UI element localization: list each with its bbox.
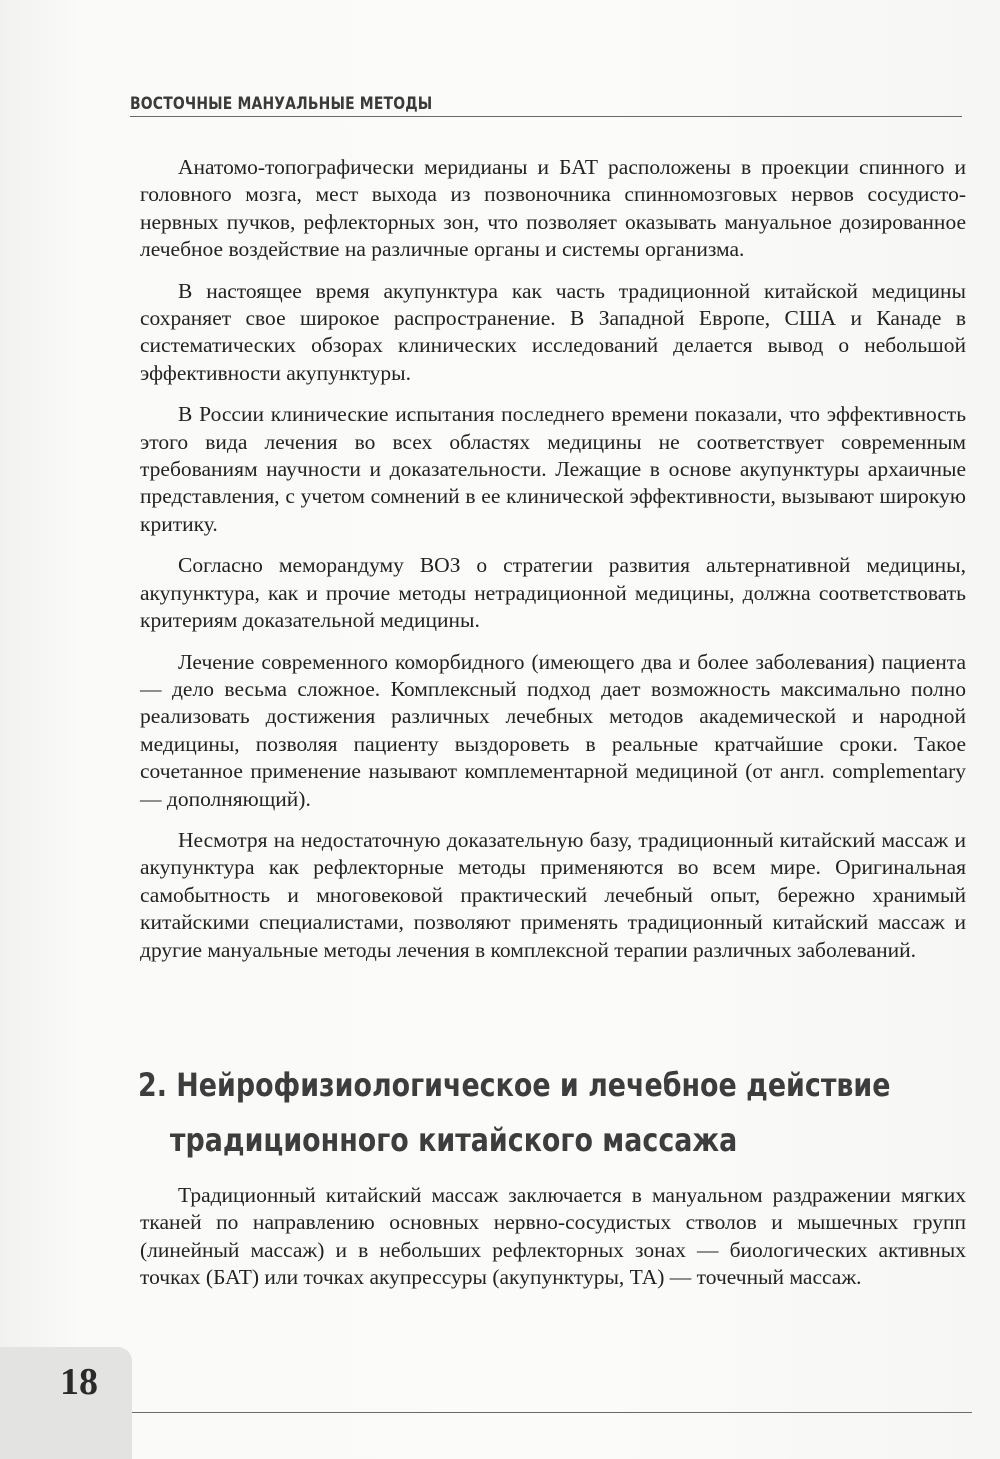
paragraph: В настоящее время акупунктура как часть традиционной китайской медицины сохраняет свое широкое распространение. В Западной Европе, США и Канаде в систематических обзорах клинических исследований делается вывод о небольшой эффективности акупунктуры.: [140, 278, 966, 385]
body-text-top: [140, 154, 966, 978]
footer-rule: [132, 1412, 972, 1413]
running-header: [130, 86, 962, 117]
paragraph: Согласно меморандуму ВОЗ о стратегии развития альтернативной медицины, акупунктура, как и прочие методы нетрадиционной медицины, должна соответствовать критериям доказательной медицины.: [140, 553, 966, 633]
paragraph: Традиционный китайский массаж заключается в мануальном раздражении мягких тканей по направлению основных нервно-сосудистых стволов и мышечных групп (линейный массаж) и в небольших рефлекторных зонах — биологических активных точках (БАТ) или точках акупрессуры (акупунктуры, ТА) — точечный массаж.: [140, 1183, 966, 1290]
paragraph: В России клинические испытания последнего времени показали, что эффективность этого вида лечения во всех областях медицины не соответствует современным требованиям научности и доказательности. Лежащие в основе акупунктуры архаичные представления, с учетом сомнений в ее клинической эффективности, вызывают широкую критику.: [140, 402, 966, 536]
section-heading-line-1: 2. Нейрофизиологическое и лечебное действие: [138, 1066, 891, 1104]
page-number: 18: [60, 1361, 98, 1403]
body-text-bottom: [140, 1182, 966, 1306]
paragraph: Лечение современного коморбидного (имеющего два и более заболевания) пациента — дело весьма сложное. Комплексный подход дает возможность максимально полно реализовать достижения различных лечебных методов академической и народной медицины, позволяя пациенту выздороветь в реальные кратчайшие сроки. Такое сочетанное применение называют комплементарной медициной (от англ. complementary — дополняющий).: [140, 649, 966, 811]
paragraph: Анатомо-топографически меридианы и БАТ расположены в проекции спинного и головного мозга, мест выхода из позвоночника спинномозговых нервов сосудисто-нервных пучков, рефлекторных зон, что позволяет оказывать мануальное дозированное лечебное воздействие на различные органы и системы организма.: [140, 155, 966, 262]
section-heading: [138, 1058, 968, 1168]
paragraph: Несмотря на недостаточную доказательную базу, традиционный китайский массаж и акупунктура как рефлекторные методы применяются во всем мире. Оригинальная самобытность и многовековой практический лечебный опыт, бережно хранимый китайскими специалистами, позволяют применять традиционный китайский массаж и другие мануальные методы лечения в комплексной терапии различных заболеваний.: [140, 827, 966, 962]
running-header-title: ВОСТОЧНЫЕ МАНУАЛЬНЫЕ МЕТОДЫ: [130, 94, 433, 114]
section-heading-line-2: традиционного китайского массажа: [169, 1121, 738, 1159]
